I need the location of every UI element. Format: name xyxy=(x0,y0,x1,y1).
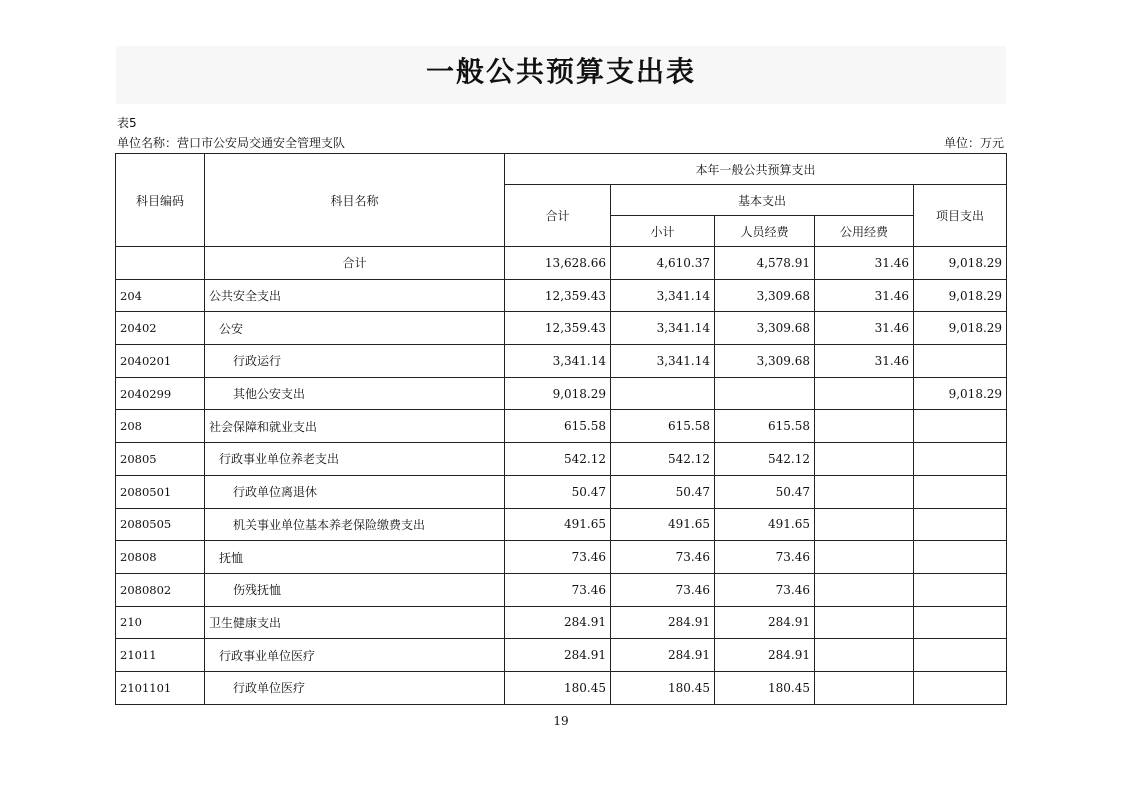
cell-project xyxy=(914,671,1007,704)
cell-personnel: 180.45 xyxy=(715,671,815,704)
cell-name: 行政事业单位养老支出 xyxy=(205,443,505,476)
table-row xyxy=(116,671,1007,704)
header-basic: 基本支出 xyxy=(611,185,914,216)
cell-public xyxy=(815,508,914,541)
cell-personnel: 542.12 xyxy=(715,443,815,476)
cell-project xyxy=(914,508,1007,541)
cell-total: 284.91 xyxy=(505,606,611,639)
cell-subtotal: 3,341.14 xyxy=(611,312,715,345)
cell-code: 20805 xyxy=(116,443,205,476)
table-row xyxy=(116,639,1007,672)
cell-subtotal: 73.46 xyxy=(611,541,715,574)
cell-code: 21011 xyxy=(116,639,205,672)
cell-project: 9,018.29 xyxy=(914,312,1007,345)
unit-name-label: 单位名称：营口市公安局交通安全管理支队 xyxy=(117,136,346,150)
cell-code: 2080501 xyxy=(116,475,205,508)
cell-personnel xyxy=(715,377,815,410)
table-number: 表5 xyxy=(117,116,137,130)
cell-name: 合计 xyxy=(205,247,505,280)
cell-personnel: 284.91 xyxy=(715,606,815,639)
cell-personnel: 615.58 xyxy=(715,410,815,443)
header-subtotal: 小计 xyxy=(611,216,715,247)
cell-personnel: 3,309.68 xyxy=(715,279,815,312)
table-row xyxy=(116,573,1007,606)
cell-name: 抚恤 xyxy=(205,541,505,574)
cell-public: 31.46 xyxy=(815,345,914,378)
cell-project xyxy=(914,345,1007,378)
cell-subtotal: 3,341.14 xyxy=(611,345,715,378)
table-row xyxy=(116,541,1007,574)
cell-total: 3,341.14 xyxy=(505,345,611,378)
cell-code: 2040299 xyxy=(116,377,205,410)
cell-public xyxy=(815,475,914,508)
cell-code: 2101101 xyxy=(116,671,205,704)
cell-subtotal: 3,341.14 xyxy=(611,279,715,312)
cell-subtotal: 542.12 xyxy=(611,443,715,476)
cell-subtotal: 615.58 xyxy=(611,410,715,443)
cell-public xyxy=(815,377,914,410)
cell-code: 2040201 xyxy=(116,345,205,378)
cell-total: 491.65 xyxy=(505,508,611,541)
header-project: 项目支出 xyxy=(914,185,1007,247)
table-row xyxy=(116,345,1007,378)
cell-public xyxy=(815,443,914,476)
cell-subtotal: 4,610.37 xyxy=(611,247,715,280)
cell-subtotal: 284.91 xyxy=(611,606,715,639)
cell-total: 284.91 xyxy=(505,639,611,672)
unit-info-row xyxy=(117,134,1004,152)
page-number: 19 xyxy=(553,714,569,728)
cell-subtotal: 284.91 xyxy=(611,639,715,672)
cell-code: 20808 xyxy=(116,541,205,574)
cell-project xyxy=(914,606,1007,639)
cell-total: 13,628.66 xyxy=(505,247,611,280)
cell-subtotal xyxy=(611,377,715,410)
cell-total: 180.45 xyxy=(505,671,611,704)
cell-total: 542.12 xyxy=(505,443,611,476)
cell-project: 9,018.29 xyxy=(914,377,1007,410)
cell-personnel: 4,578.91 xyxy=(715,247,815,280)
cell-personnel: 491.65 xyxy=(715,508,815,541)
cell-personnel: 284.91 xyxy=(715,639,815,672)
cell-subtotal: 73.46 xyxy=(611,573,715,606)
cell-name: 行政事业单位医疗 xyxy=(205,639,505,672)
cell-total: 615.58 xyxy=(505,410,611,443)
cell-public xyxy=(815,671,914,704)
table-row xyxy=(116,279,1007,312)
table-row xyxy=(116,475,1007,508)
cell-code: 210 xyxy=(116,606,205,639)
cell-name: 社会保障和就业支出 xyxy=(205,410,505,443)
cell-name: 公安 xyxy=(205,312,505,345)
cell-project xyxy=(914,541,1007,574)
table-header xyxy=(116,154,1007,247)
cell-name: 公共安全支出 xyxy=(205,279,505,312)
cell-total: 12,359.43 xyxy=(505,279,611,312)
total-row xyxy=(116,247,1007,280)
header-personnel: 人员经费 xyxy=(715,216,815,247)
cell-project xyxy=(914,573,1007,606)
cell-project xyxy=(914,639,1007,672)
cell-public xyxy=(815,410,914,443)
cell-name: 伤残抚恤 xyxy=(205,573,505,606)
cell-project: 9,018.29 xyxy=(914,279,1007,312)
cell-project: 9,018.29 xyxy=(914,247,1007,280)
cell-personnel: 50.47 xyxy=(715,475,815,508)
cell-code: 204 xyxy=(116,279,205,312)
cell-code xyxy=(116,247,205,280)
cell-name: 行政单位医疗 xyxy=(205,671,505,704)
cell-name: 卫生健康支出 xyxy=(205,606,505,639)
cell-code: 2080802 xyxy=(116,573,205,606)
cell-subtotal: 50.47 xyxy=(611,475,715,508)
cell-code: 2080505 xyxy=(116,508,205,541)
cell-personnel: 3,309.68 xyxy=(715,345,815,378)
table-row xyxy=(116,606,1007,639)
cell-personnel: 3,309.68 xyxy=(715,312,815,345)
page-title: 一般公共预算支出表 xyxy=(425,55,696,88)
header-name: 科目名称 xyxy=(205,154,505,247)
cell-name: 机关事业单位基本养老保险缴费支出 xyxy=(205,508,505,541)
table-row xyxy=(116,508,1007,541)
currency-unit-label: 单位：万元 xyxy=(943,136,1004,150)
header-code: 科目编码 xyxy=(116,154,205,247)
header-group: 本年一般公共预算支出 xyxy=(505,154,1007,185)
cell-total: 73.46 xyxy=(505,541,611,574)
cell-total: 50.47 xyxy=(505,475,611,508)
cell-public: 31.46 xyxy=(815,312,914,345)
table-row xyxy=(116,377,1007,410)
cell-code: 20402 xyxy=(116,312,205,345)
cell-personnel: 73.46 xyxy=(715,573,815,606)
cell-public: 31.46 xyxy=(815,247,914,280)
table-body xyxy=(116,247,1007,705)
table-row xyxy=(116,443,1007,476)
cell-subtotal: 180.45 xyxy=(611,671,715,704)
header-total: 合计 xyxy=(505,185,611,247)
cell-public xyxy=(815,639,914,672)
cell-project xyxy=(914,410,1007,443)
table-row xyxy=(116,312,1007,345)
table-row xyxy=(116,410,1007,443)
budget-expenditure-table xyxy=(115,153,1007,705)
cell-subtotal: 491.65 xyxy=(611,508,715,541)
cell-project xyxy=(914,443,1007,476)
cell-total: 73.46 xyxy=(505,573,611,606)
cell-name: 行政单位离退休 xyxy=(205,475,505,508)
cell-public: 31.46 xyxy=(815,279,914,312)
cell-name: 行政运行 xyxy=(205,345,505,378)
cell-total: 9,018.29 xyxy=(505,377,611,410)
cell-personnel: 73.46 xyxy=(715,541,815,574)
cell-name: 其他公安支出 xyxy=(205,377,505,410)
header-public: 公用经费 xyxy=(815,216,914,247)
cell-public xyxy=(815,606,914,639)
cell-total: 12,359.43 xyxy=(505,312,611,345)
cell-public xyxy=(815,541,914,574)
cell-code: 208 xyxy=(116,410,205,443)
cell-public xyxy=(815,573,914,606)
cell-project xyxy=(914,475,1007,508)
